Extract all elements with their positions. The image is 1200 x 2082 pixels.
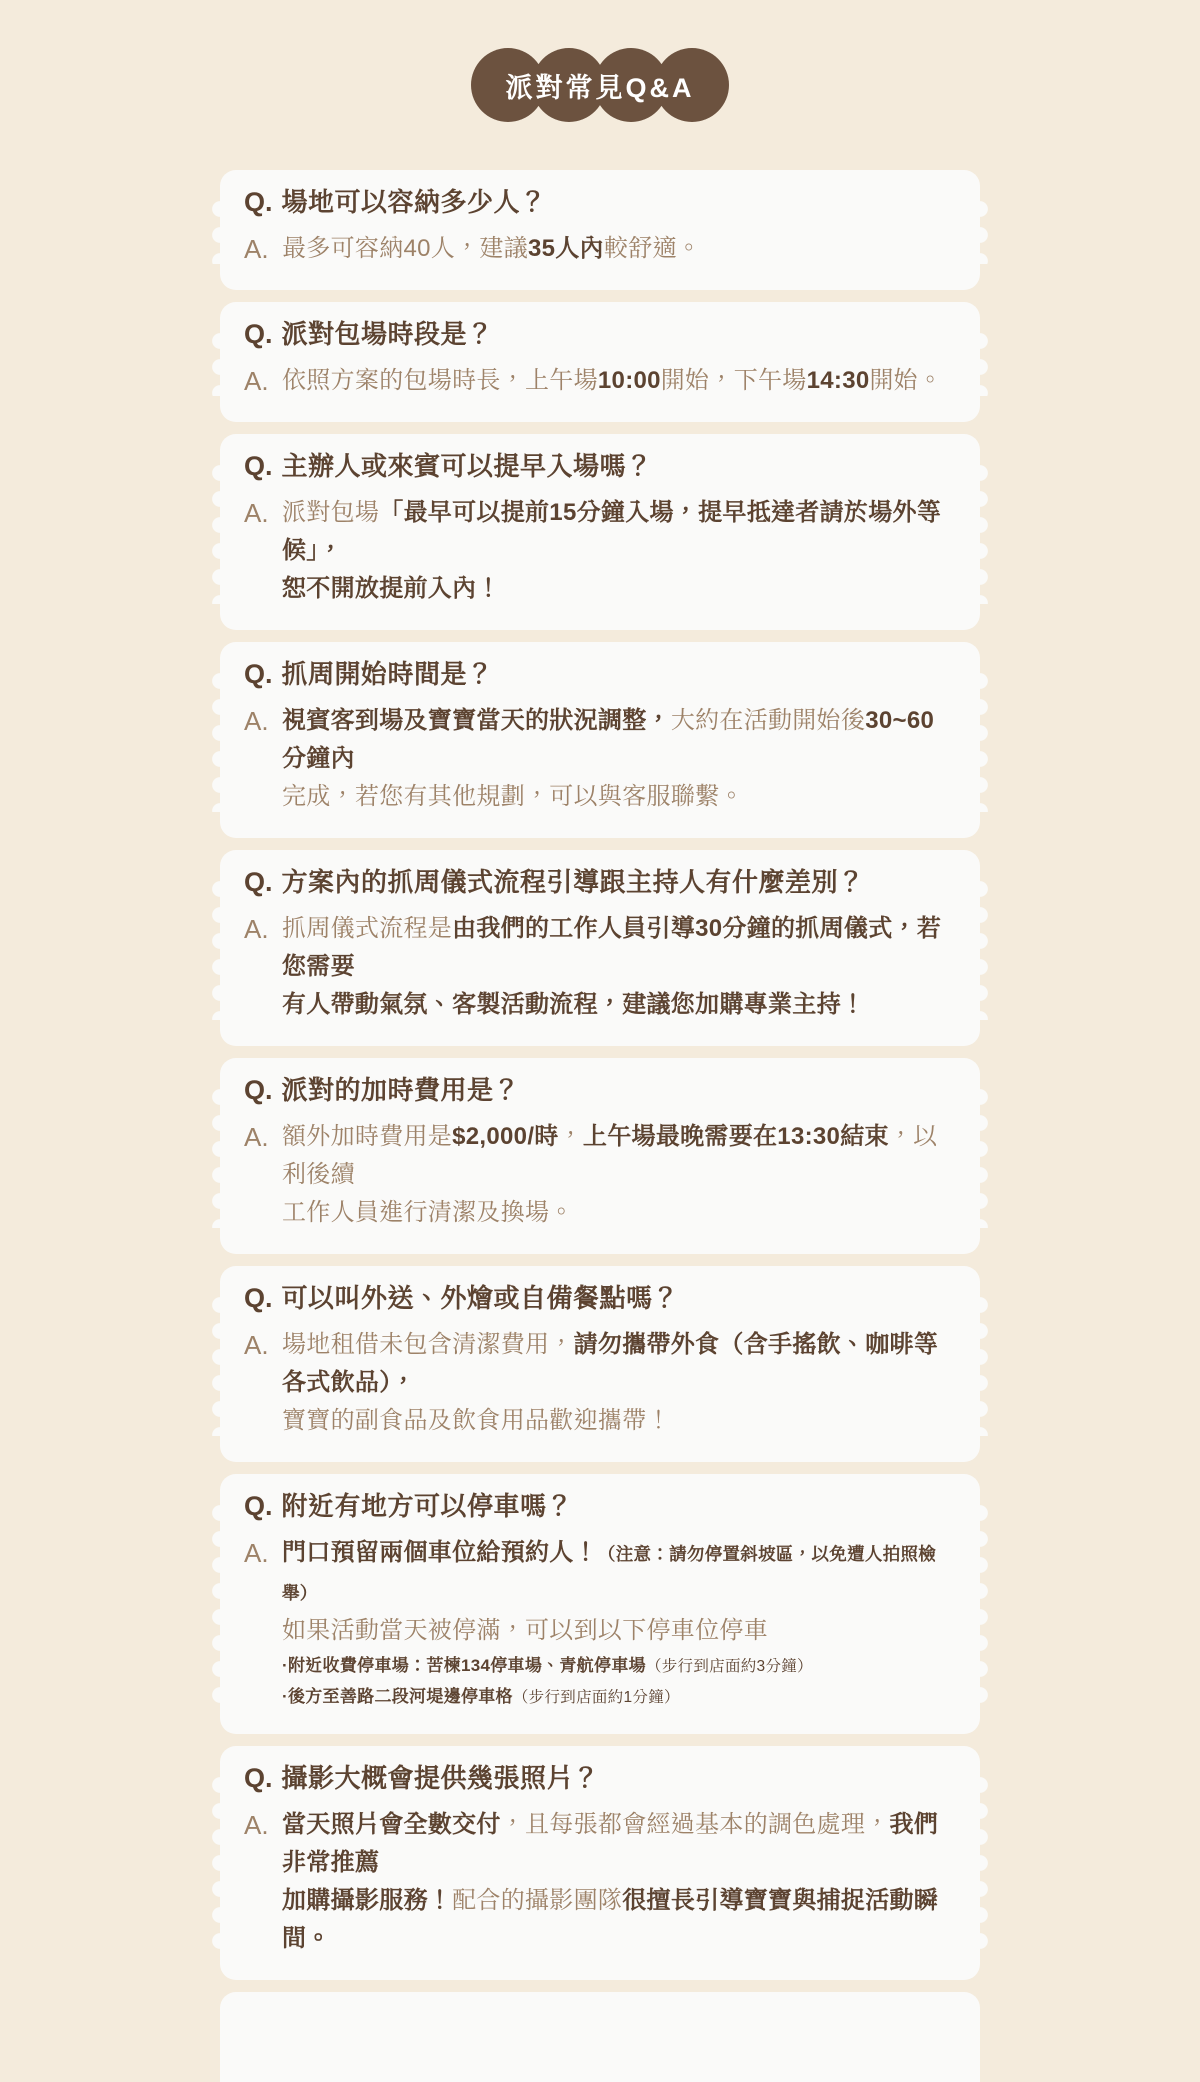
faq-card (220, 170, 980, 290)
answer-row (244, 1326, 950, 1440)
question-label: Q. (244, 659, 273, 689)
faq-card (220, 1474, 980, 1734)
text-segment: ，且每張都會經過基本的調色處理， (500, 1811, 890, 1838)
answer-label: A. (244, 1538, 269, 1568)
answer-row (244, 910, 950, 1024)
question-row (244, 316, 950, 352)
text-segment: 10:00 (597, 367, 661, 394)
question-text: 派對包場時段是？ (281, 319, 494, 349)
text-segment: 寶寶的副食品及飲食用品歡迎攜帶！ (282, 1407, 671, 1434)
answer-line (282, 1806, 950, 1882)
text-segment: 加購攝影服務！ (282, 1887, 453, 1914)
text-segment: 上午場最晚需要在13:30結束 (582, 1123, 889, 1150)
text-segment: 請勿攜帶外食（含手搖飲、咖啡等各式飲品）， (282, 1331, 939, 1396)
question-row (244, 1488, 950, 1524)
text-segment: （步行到店面約1分鐘） (512, 1689, 680, 1706)
answer-label: A. (244, 234, 269, 264)
faq-card (220, 1266, 980, 1462)
title-badge (471, 48, 729, 122)
answer-line (282, 1612, 950, 1650)
text-segment: 較舒適。 (603, 235, 702, 262)
faq-card (220, 1746, 980, 1980)
answer-row (244, 1534, 950, 1712)
question-text: 場地可以容納多少人？ (281, 187, 547, 217)
text-segment: 派對包場 (282, 499, 380, 526)
answer-text (282, 1806, 950, 1958)
answer-text (282, 494, 950, 608)
answer-line (282, 910, 950, 986)
answer-row (244, 1806, 950, 1958)
text-segment: 有人帶動氣氛、客製活動流程，建議您加購專業主持！ (282, 991, 866, 1018)
question-row (244, 1280, 950, 1316)
question-row (244, 448, 950, 484)
question-label: Q. (244, 867, 273, 897)
answer-line (282, 230, 950, 268)
answer-text (282, 230, 950, 268)
question-row (244, 1760, 950, 1796)
faq-card (220, 1058, 980, 1254)
question-label: Q. (244, 319, 273, 349)
text-segment: $2,000/時 (452, 1123, 559, 1150)
question-label: Q. (244, 1283, 273, 1313)
answer-line (282, 1402, 950, 1440)
text-segment: 由我們的工作人員引導30分鐘的抓周儀式，若您需要 (282, 915, 942, 980)
question-label: Q. (244, 187, 273, 217)
answer-row (244, 362, 950, 400)
text-segment: ·附近收費停車場：苦楝134停車場、青航停車場 (282, 1656, 646, 1675)
answer-line (282, 362, 950, 400)
answer-label: A. (244, 1330, 269, 1360)
answer-text (282, 702, 950, 816)
text-segment: 視賓客到場及寶寶當天的狀況調整， (282, 707, 671, 734)
text-segment: 開始，下午場 (660, 367, 807, 394)
answer-line (282, 1118, 950, 1194)
answer-text (282, 910, 950, 1024)
question-row (244, 864, 950, 900)
faq-card (220, 434, 980, 630)
answer-text (282, 362, 950, 400)
text-segment: 工作人員進行清潔及換場。 (282, 1199, 574, 1226)
answer-line (282, 1534, 950, 1612)
question-label: Q. (244, 451, 273, 481)
faq-list (220, 170, 980, 2082)
answer-text (282, 1326, 950, 1440)
text-segment: 當天照片會全數交付 (282, 1811, 501, 1838)
question-label: Q. (244, 1075, 273, 1105)
answer-row (244, 1118, 950, 1232)
text-segment: 依照方案的包場時長，上午場 (282, 367, 598, 394)
question-text: 方案內的抓周儀式流程引導跟主持人有什麼差別？ (281, 867, 865, 897)
answer-line (282, 702, 950, 778)
text-segment: 完成，若您有其他規劃，可以與客服聯繫。 (282, 783, 744, 810)
text-segment: 很擅長引導寶寶與捕捉活動瞬間。 (282, 1887, 939, 1952)
text-segment: 大約在活動開始後 (670, 707, 866, 734)
question-text: 可以叫外送、外燴或自備餐點嗎？ (281, 1283, 680, 1313)
question-text: 派對的加時費用是？ (281, 1075, 521, 1105)
answer-label: A. (244, 1122, 269, 1152)
answer-label: A. (244, 498, 269, 528)
answer-line (282, 494, 950, 570)
faq-card-partial (220, 1992, 980, 2082)
answer-row (244, 230, 950, 268)
answer-label: A. (244, 366, 269, 396)
question-text: 抓周開始時間是？ (281, 659, 494, 689)
answer-text (282, 1118, 950, 1232)
text-segment: 額外加時費用是 (282, 1123, 453, 1150)
text-segment: ， (558, 1123, 583, 1150)
answer-line (282, 1681, 950, 1712)
text-segment: 配合的攝影團隊 (452, 1887, 623, 1914)
question-text: 附近有地方可以停車嗎？ (281, 1491, 574, 1521)
text-segment: ·後方至善路二段河堤邊停車格 (282, 1687, 513, 1706)
text-segment: 恕不開放提前入內！ (282, 575, 501, 602)
faq-card (220, 850, 980, 1046)
question-row (244, 1072, 950, 1108)
answer-row (244, 494, 950, 608)
answer-line (282, 986, 950, 1024)
question-text: 主辦人或來賓可以提早入場嗎？ (281, 451, 653, 481)
question-row (244, 656, 950, 692)
faq-card (220, 642, 980, 838)
text-segment: 我們非常推薦 (282, 1811, 939, 1876)
faq-page (0, 48, 1200, 1952)
answer-label: A. (244, 914, 269, 944)
text-segment: 如果活動當天被停滿，可以到以下停車位停車 (282, 1617, 768, 1644)
text-segment: 開始。 (869, 367, 943, 394)
text-segment: 門口預留兩個車位給預約人！ (282, 1539, 598, 1566)
question-row (244, 184, 950, 220)
question-text: 攝影大概會提供幾張照片？ (281, 1763, 600, 1793)
text-segment: 最多可容納40人，建議 (282, 235, 528, 262)
text-segment: 「最早可以提前15分鐘入場，提早抵達者請於場外等候」， (282, 499, 942, 564)
text-segment: （注意：請勿停置斜坡區，以免遭人拍照檢舉） (282, 1544, 937, 1603)
answer-line (282, 570, 950, 608)
text-segment: 14:30 (806, 367, 870, 394)
answer-line (282, 1882, 950, 1958)
text-segment: ，以利後續 (282, 1123, 938, 1188)
text-segment: （步行到店面約3分鐘） (645, 1658, 813, 1675)
page-title: 派對常見Q&A (505, 72, 695, 103)
question-label: Q. (244, 1491, 273, 1521)
answer-line (282, 778, 950, 816)
answer-label: A. (244, 706, 269, 736)
answer-text (282, 1534, 950, 1712)
answer-row (244, 702, 950, 816)
text-segment: 30~60分鐘內 (282, 707, 935, 772)
answer-line (282, 1194, 950, 1232)
question-label: Q. (244, 1763, 273, 1793)
answer-line (282, 1326, 950, 1402)
text-segment: 抓周儀式流程是 (282, 915, 453, 942)
text-segment: 35人內 (528, 235, 604, 262)
faq-card (220, 302, 980, 422)
text-segment: 場地租借未包含清潔費用， (282, 1331, 574, 1358)
answer-label: A. (244, 1810, 269, 1840)
answer-line (282, 1650, 950, 1681)
